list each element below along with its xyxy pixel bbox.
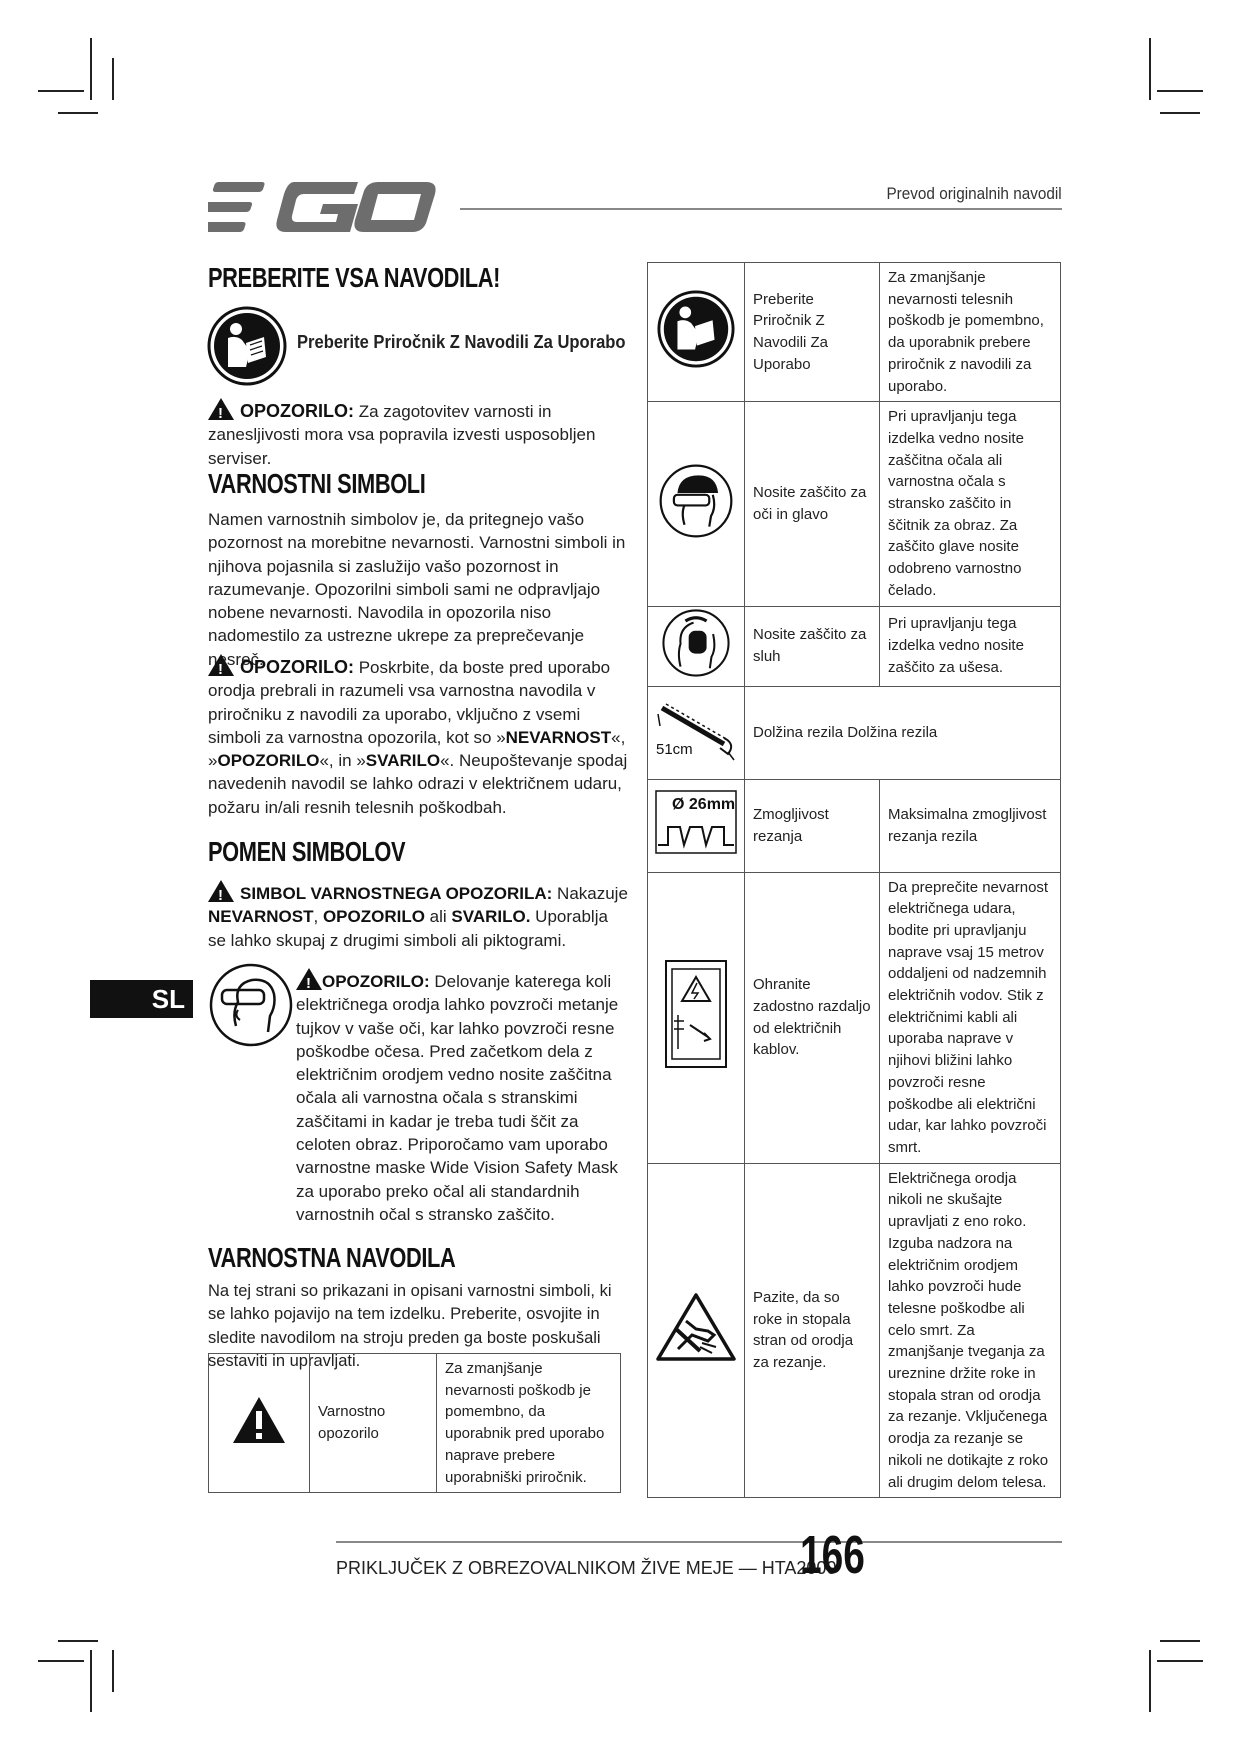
warning-read-all: !OPOZORILO: Poskrbite, da boste pred uporabo orodja prebrali in razumeli vsa varnostna navodila v priročniku z navodili za uporabo, vključno z vsemi simboli za varnostna opozorila, kot so »NEVARNOST«, »OPOZORILO«, in »SVARILO«. Neupoštevanje spodaj navedenih navodil se lahko odrazi v električnem udaru, požaru in/ali resnih telesnih poškodbah. (208, 654, 628, 819)
ego-logo (208, 180, 438, 236)
small-symbol-table (208, 1353, 621, 1493)
table-row (648, 779, 1061, 872)
table-row (648, 686, 1061, 779)
heading-symbol-meaning: POMEN SIMBOLOV (208, 836, 406, 867)
language-tab: SL (90, 980, 193, 1018)
symbol-description: Za zmanjšanje nevarnosti poškodb je pomembno, da uporabnik pred uporabo naprave prebere uporabniški priročnik. (437, 1354, 621, 1493)
heading-safety-instructions: VARNOSTNA NAVODILA (208, 1242, 456, 1273)
read-manual-label: Preberite Priročnik Z Navodili Za Uporabo (297, 332, 626, 352)
symbols-intro: Namen varnostnih simbolov je, da pritegnejo vašo pozornost na morebitne nevarnosti. Varnostni simboli in njihova pojasnila si zaslužijo vašo pozornost in razumevanje. Opozorilni simboli sami ne odpravljajo nobene nevarnosti. Navodila in opozorila niso nadomestilo za ustrezne ukrepe za preprečevanje nesreč. (208, 510, 626, 669)
footer-product-name: PRIKLJUČEK Z OBREZOVALNIKOM ŽIVE MEJE — HTA2000 (336, 1558, 837, 1578)
heading-read-instructions: PREBERITE VSA NAVODILA! (208, 262, 500, 293)
crop-mark (1149, 1650, 1151, 1712)
crop-mark (1160, 1640, 1200, 1642)
symbol-name: Nosite zaščito za sluh (745, 606, 880, 686)
symbol-name: Preberite Priročnik Z Navodili Za Uporabo (745, 263, 880, 402)
hand-cut-hazard-icon (656, 1291, 736, 1363)
eye-protection-icon (208, 962, 294, 1048)
symbol-name: Zmogljivost rezanja (745, 779, 880, 872)
cutting-capacity-label: Ø 26mm (672, 796, 736, 814)
table-row (648, 872, 1061, 1163)
crop-mark (112, 58, 114, 100)
crop-mark (38, 1660, 84, 1662)
symbol-name: Ohranite zadostno razdaljo od električnih kablov. (745, 872, 880, 1163)
electric-cables-icon (664, 959, 728, 1069)
crop-mark (1160, 112, 1200, 114)
crop-mark (1157, 90, 1203, 92)
crop-mark (1157, 1660, 1203, 1662)
crop-mark (58, 112, 98, 114)
warning-triangle-icon (231, 1395, 287, 1445)
symbol-description: Pri upravljanju tega izdelka vedno nosite zaščito za ušesa. (880, 606, 1061, 686)
table-row (648, 606, 1061, 686)
crop-mark (90, 1650, 92, 1712)
symbol-name: Nosite zaščito za oči in glavo (745, 402, 880, 606)
symbol-meaning-text: !SIMBOL VARNOSTNEGA OPOZORILA: Nakazuje NEVARNOST, OPOZORILO ali SVARILO. Uporablja se lahko skupaj z drugimi simboli ali piktogrami. (208, 880, 628, 952)
cutting-capacity-icon (654, 787, 738, 857)
symbol-description: Da preprečite nevarnost električnega udara, bodite pri upravljanju naprave vsaj 15 metrov oddaljeni od nadzemnih električnih vodov. Stik z električnimi kabli ali uporaba naprave v njihovi bližini lahko povzroči resne poškodbe ali električni udar, kar lahko povzroči smrt. (880, 872, 1061, 1163)
symbol-description: Električnega orodja nikoli ne skušajte upravljati z eno roko. Izguba nadzora na električnim orodjem lahko povzroči hude telesne poškodbe ali celo smrt. Za zmanjšanje tveganja za ureznine držite roke in stopala stran od orodja za rezanje. Vključenega orodja za rezanje se nikoli ne dotikajte z roko ali drugim delom telesa. (880, 1163, 1061, 1498)
header-title: Prevod originalnih navodil (886, 184, 1062, 203)
blade-length-icon (654, 694, 738, 764)
crop-mark (90, 38, 92, 100)
warning-triangle-icon (208, 654, 234, 676)
crop-mark (1149, 38, 1151, 100)
blade-length-label: 51cm (656, 741, 693, 759)
read-manual-icon (656, 289, 736, 369)
symbol-description: Za zmanjšanje nevarnosti telesnih poškodb je pomembno, da uporabnik prebere priročnik z navodili za uporabo. (880, 263, 1061, 402)
symbol-name: Pazite, da so roke in stopala stran od orodja za rezanje. (745, 1163, 880, 1498)
eye-head-protection-icon (658, 463, 734, 539)
read-manual-icon (206, 305, 288, 387)
warning-triangle-icon (296, 968, 322, 990)
symbol-name: Dolžina rezila Dolžina rezila (745, 686, 1061, 779)
crop-mark (112, 1650, 114, 1692)
warning-triangle-icon (208, 880, 234, 902)
table-row (648, 263, 1061, 402)
symbol-description: Pri upravljanju tega izdelka vedno nosite zaščitna očala ali varnostna očala s stransko zaščito in ščitnik za obraz. Za zaščito glave nosite odobreno varnostno čelado. (880, 402, 1061, 606)
page-number: 166 (800, 1525, 865, 1585)
instructions-text: Na tej strani so prikazani in opisani varnostni simboli, ki se lahko pojavijo na tem izdelku. Preberite, osvojite in sledite navodilom na stroju preden ga boste poskušali sestaviti in upravljati. (208, 1282, 612, 1370)
crop-mark (58, 1640, 98, 1642)
ear-protection-icon (661, 608, 731, 678)
header-rule (460, 208, 1062, 210)
symbol-table (647, 262, 1061, 1498)
table-row (648, 1163, 1061, 1498)
heading-safety-symbols: VARNOSTNI SIMBOLI (208, 468, 426, 499)
warning-repair: !OPOZORILO: Za zagotovitev varnosti in zanesljivosti mora vsa popravila izvesti usposobljen serviser. (208, 398, 628, 470)
table-row (209, 1354, 621, 1493)
footer-rule (336, 1541, 1062, 1543)
crop-mark (38, 90, 84, 92)
symbol-description: Maksimalna zmogljivost rezanja rezila (880, 779, 1061, 872)
eye-warning: !OPOZORILO: Delovanje katerega koli električnega orodja lahko povzroči metanje tujkov v vaše oči, kar lahko povzroči resne poškodbe očesa. Pred začetkom dela z električnim orodjem vedno nosite zaščitna očala ali varnostna očala s stranskimi zaščitami in kadar je treba tudi ščit za celoten obraz. Priporočamo vam uporabo varnostne maske Wide Vision Safety Mask za uporabo preko očal ali standardnih varnostnih očal s stransko zaščito. (296, 968, 626, 1226)
symbol-name: Varnostno opozorilo (310, 1354, 437, 1493)
table-row (648, 402, 1061, 606)
warning-triangle-icon (208, 398, 234, 420)
